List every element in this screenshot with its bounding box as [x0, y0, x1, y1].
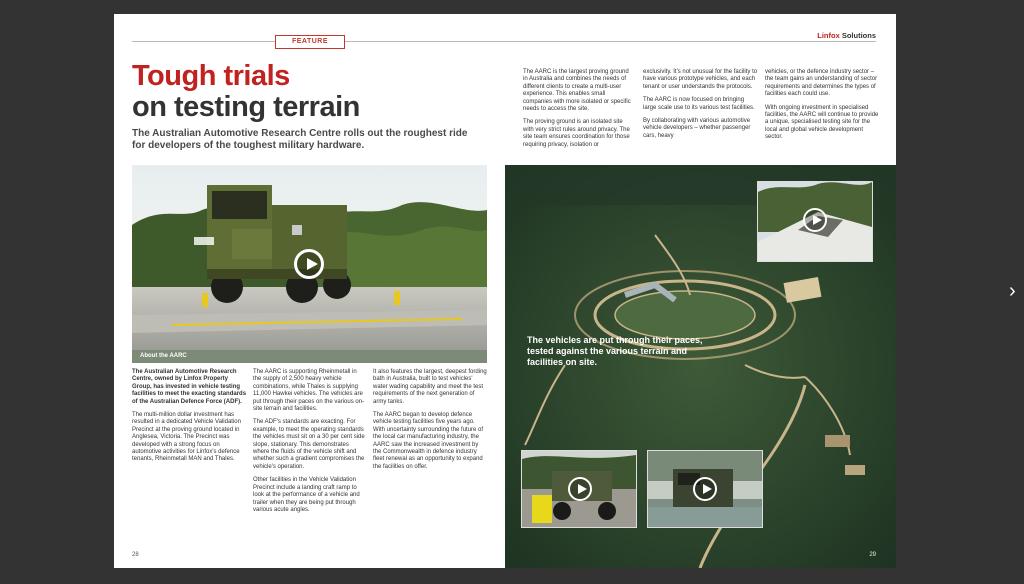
body-paragraph: Other facilities in the Vehicle Validation Precinct include a landing craft ramp to look at the performance of a vehicle and trailer when they are being put through various acute angles.	[253, 477, 360, 513]
body-paragraph: The multi-million dollar investment has resulted in a dedicated Vehicle Validation Precinct at the proving ground located in Anglesea, Victoria. The Precinct was developed with a strong focus on automotive activities for Linfox's defence tenants, Rheinmetall MAN and Thales.	[132, 412, 241, 463]
body-column-1	[132, 369, 247, 470]
standfirst: The Australian Automotive Research Centre rolls out the roughest ride for developers of the toughest military hardware.	[132, 128, 468, 151]
body-paragraph: The AARC is now focused on bringing large scale use to its various test facilities.	[643, 97, 755, 111]
truck-video-thumbnail[interactable]	[132, 165, 487, 351]
body-paragraph: The Australian Automotive Research Centre, owned by Linfox Property Group, has invested in vehicle testing facilities to meet the exacting standards of the Australian Defence Force (ADF).	[132, 369, 247, 405]
title-line-1: Tough trials	[132, 60, 290, 92]
page-number-right: 29	[869, 552, 876, 558]
body-paragraph: By collaborating with various automotive vehicle developers – whether passenger cars, heavy	[643, 118, 751, 139]
fording-video-thumbnail[interactable]	[647, 450, 763, 528]
brand-linfox: Linfox	[817, 31, 840, 40]
body-column-2	[253, 369, 365, 520]
brand-label	[817, 31, 876, 40]
brand-solutions: Solutions	[839, 31, 876, 40]
play-icon	[568, 477, 592, 501]
body-paragraph: The AARC began to develop defence vehicle testing facilities five years ago. With uncertainty surrounding the future of the local car manufacturing industry, the AARC saw the increased investment by the Commonwealth in defence industry fleet renewal as an opportunity to expand the facilities on offer.	[373, 412, 484, 470]
aerial-caption: The vehicles are put through their paces, tested against the various terrain and facilities on site.	[527, 335, 703, 367]
body-paragraph: exclusivity. It's not unusual for the facility to have various prototype vehicles, and each tenant or user understands the protocols.	[643, 69, 758, 90]
body-column-2	[643, 69, 758, 146]
page-number-left: 28	[132, 552, 139, 558]
play-icon	[803, 208, 827, 232]
left-page	[114, 14, 505, 568]
header-rule	[505, 41, 876, 42]
body-paragraph: The AARC is supporting Rheinmetall in the supply of 2,500 heavy vehicle combinations, while Thales is supplying 11,000 Hawkei vehicles. The vehicles are put through their paces on the various on-site terrain and facilities.	[253, 369, 365, 413]
caption-bar: About the AARC	[132, 350, 487, 363]
body-paragraph: vehicles, or the defence industry sector – the team gains an understanding of sector requirements and determines the types of facilities each could use.	[765, 69, 878, 98]
next-page-chevron-icon[interactable]: ›	[1009, 280, 1016, 302]
feature-tag: FEATURE	[275, 35, 345, 49]
article-title	[132, 61, 360, 123]
body-column-3	[373, 369, 488, 477]
slope-video-thumbnail[interactable]	[757, 181, 873, 262]
body-paragraph: With ongoing investment in specialised facilities, the AARC will continue to provide a unique, specialised testing site for the local and global vehicle development sector.	[765, 104, 879, 141]
title-line-2: on testing terrain	[132, 91, 360, 123]
right-page	[505, 14, 896, 568]
body-paragraph: It also features the largest, deepest fording bath in Australia, built to test vehicles' water wading capability and meet the test requirements of the next generation of army tanks.	[373, 369, 487, 405]
hawkei-video-thumbnail[interactable]	[521, 450, 637, 528]
body-paragraph: The ADF's standards are exacting. For example, to meet the operating standards the vehicles must sit on a 30 per cent side slope, stationary. This demonstrates where the fluids of the vehicle shift and whether such a gradient compromises the vehicle's operation.	[253, 419, 365, 470]
play-icon	[693, 477, 717, 501]
body-column-1	[523, 69, 635, 155]
body-column-3	[765, 69, 880, 148]
body-paragraph: The AARC is the largest proving ground in Australia and combines the needs of different clients to create a multi-user experience. This enables small companies with more isolated or specific needs to access the site.	[523, 69, 631, 113]
play-icon	[294, 249, 324, 279]
body-paragraph: The proving ground is an isolated site with very strict rules around privacy. The site team ensures coordination for those requiring privacy, isolation or	[523, 119, 630, 148]
